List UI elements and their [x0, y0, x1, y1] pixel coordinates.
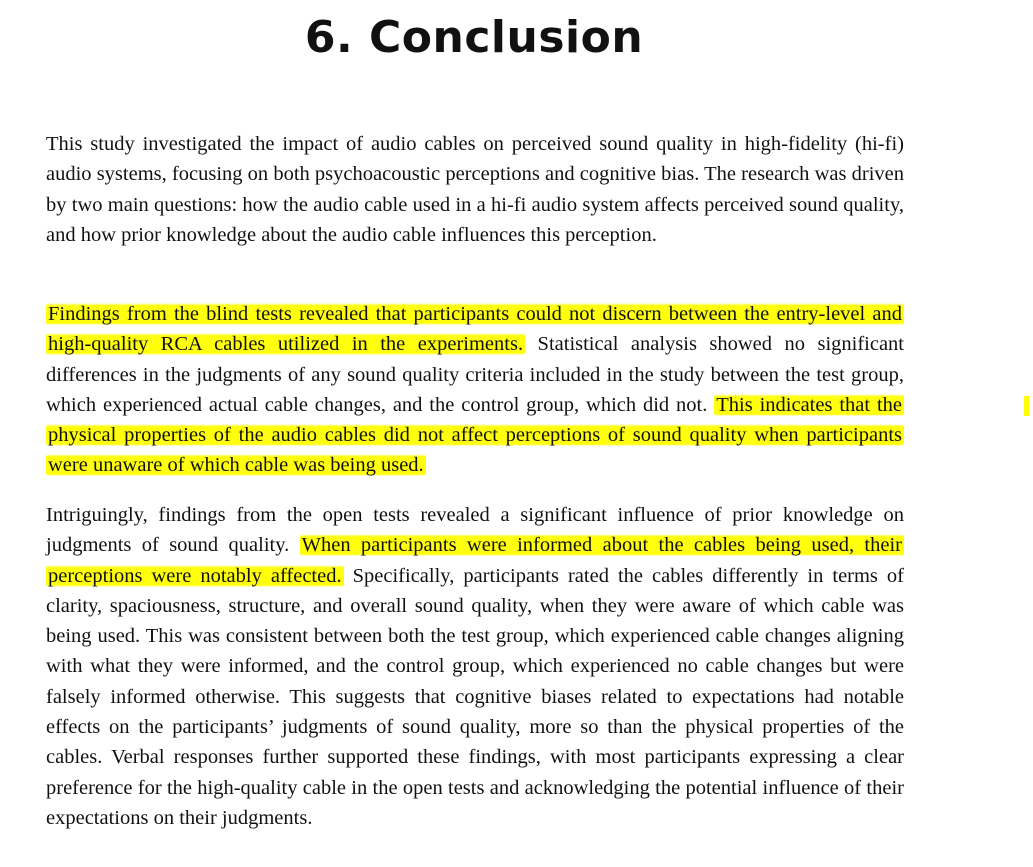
- paragraph-introduction: This study investigated the impact of audio cables on perceived sound quality in high-fidelity (hi-fi) audio systems, focusing on both psychoacoustic perceptions and cognitive bias. The research was driven by two main questions: how the audio cable used in a hi-fi audio system affects perceived sound quality, and how prior knowledge about the audio cable influences this perception.: [46, 133, 904, 246]
- paragraph-open-tests: [46, 500, 904, 833]
- highlighted-text: This indicates that the physical properties of the audio cables did not affect perceptions of sound quality when participants were unaware of which cable was being used.: [48, 393, 902, 477]
- highlighted-text: Findings from the blind tests revealed that participants could not discern between the entry-level and high-quality RCA cables utilized in the experiments.: [48, 303, 902, 356]
- section-title: 6. Conclusion: [304, 12, 644, 63]
- highlighted-text: When participants were informed about the cables being used, their perceptions were notably affected.: [48, 534, 902, 587]
- paragraph-blind-tests: [46, 299, 904, 481]
- body-text: Specifically, participants rated the cables differently in terms of clarity, spaciousness, structure, and overall sound quality, when they were aware of which cable was being used. This was consistent between both the test group, which experienced cable changes aligning with what they were informed, and the control group, which experienced no cable changes but were falsely informed otherwise. This suggests that cognitive biases related to expectations had notable effects on the participants’ judgments of sound quality, more so than the physical properties of the cables. Verbal responses further supported these findings, with most participants expressing a clear preference for the high-quality cable in the open tests and acknowledging the potential influence of their expectations on their judgments.: [46, 564, 905, 829]
- body-text: Statistical analysis showed no significant differences in the judgments of any sound quality criteria included in the study between the test group, which experienced actual cable changes, and the control group, which did not.: [46, 333, 905, 416]
- highlighter-mark: [1024, 396, 1029, 416]
- body-text: Intriguingly, findings from the open tests revealed a significant influence of prior knowledge on judgments of sound quality.: [46, 504, 904, 557]
